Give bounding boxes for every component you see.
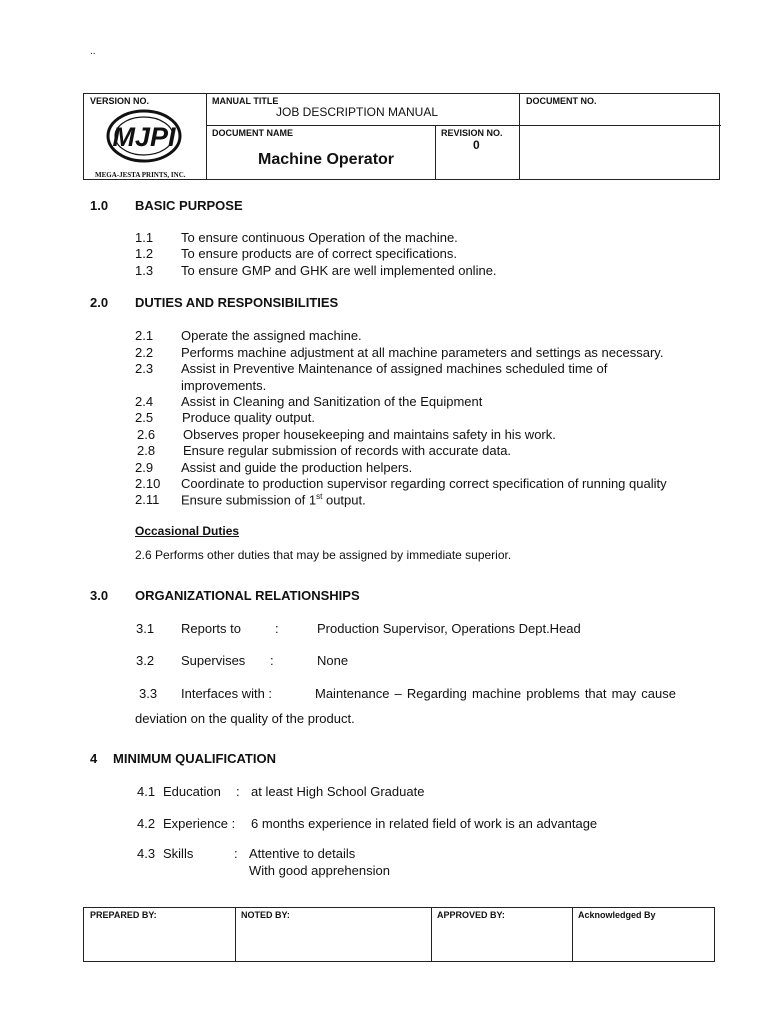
item-number: 1.2 bbox=[135, 246, 154, 261]
colon: : bbox=[236, 784, 240, 799]
section-1-title: BASIC PURPOSE bbox=[135, 198, 243, 213]
item-text: Operate the assigned machine. bbox=[181, 328, 362, 343]
item-text: To ensure products are of correct specifications. bbox=[181, 246, 458, 261]
qualification-value-continued: With good apprehension bbox=[249, 863, 390, 878]
item-number: 3.2 bbox=[136, 653, 155, 668]
relationship-label: Interfaces with : bbox=[181, 686, 273, 701]
item-number: 4.2 bbox=[137, 816, 156, 831]
header-divider bbox=[435, 125, 436, 179]
acknowledged-by-label: Acknowledged By bbox=[578, 910, 656, 920]
item-number: 1.1 bbox=[135, 230, 154, 245]
qualification-value: Attentive to details bbox=[249, 846, 356, 861]
item-text: Ensure regular submission of records with accurate data. bbox=[183, 443, 512, 458]
header-divider bbox=[206, 94, 207, 179]
company-logo bbox=[103, 108, 185, 170]
item-number: 4.1 bbox=[137, 784, 156, 799]
item-number: 2.1 bbox=[135, 328, 154, 343]
noted-by-label: NOTED BY: bbox=[241, 910, 290, 920]
document-name: Machine Operator bbox=[258, 151, 395, 168]
manual-title-label: MANUAL TITLE bbox=[212, 96, 279, 106]
qualification-label: Skills bbox=[163, 846, 194, 861]
signature-divider bbox=[431, 908, 432, 961]
qualification-value: 6 months experience in related field of work is an advantage bbox=[251, 816, 598, 831]
header-divider bbox=[206, 125, 721, 126]
section-4-title: MINIMUM QUALIFICATION bbox=[113, 751, 276, 766]
item-number: 2.6 bbox=[137, 427, 156, 442]
item-number: 2.11 bbox=[135, 492, 160, 507]
relationship-value: Production Supervisor, Operations Dept.Head bbox=[317, 621, 581, 636]
relationship-value: None bbox=[317, 653, 349, 668]
prepared-by-label: PREPARED BY: bbox=[90, 910, 157, 920]
occasional-duties-text: 2.6 Performs other duties that may be assigned by immediate superior. bbox=[135, 548, 512, 562]
item-text: Produce quality output. bbox=[182, 410, 315, 425]
item-text: Ensure submission of 1st output. bbox=[181, 492, 366, 508]
section-2-title: DUTIES AND RESPONSIBILITIES bbox=[135, 295, 339, 310]
item-text: To ensure GMP and GHK are well implemented online. bbox=[181, 263, 497, 278]
item-text: To ensure continuous Operation of the machine. bbox=[181, 230, 458, 245]
manual-title: JOB DESCRIPTION MANUAL bbox=[276, 105, 439, 119]
colon: : bbox=[234, 846, 238, 861]
logo-letters: MJPI bbox=[112, 122, 176, 152]
top-mark: .. bbox=[90, 46, 96, 57]
section-3-number: 3.0 bbox=[90, 588, 109, 603]
item-number: 3.3 bbox=[139, 686, 158, 701]
section-4-number: 4 bbox=[90, 751, 98, 766]
item-number: 2.10 bbox=[135, 476, 161, 491]
item-number: 2.2 bbox=[135, 345, 154, 360]
item-number: 2.8 bbox=[137, 443, 156, 458]
item-text: Observes proper housekeeping and maintains safety in his work. bbox=[183, 427, 556, 442]
item-number: 2.5 bbox=[135, 410, 154, 425]
item-number: 2.9 bbox=[135, 460, 154, 475]
item-number: 2.3 bbox=[135, 361, 154, 376]
relationship-value: Maintenance – Regarding machine problems that may cause bbox=[315, 686, 676, 701]
item-text: Assist in Preventive Maintenance of assigned machines scheduled time of bbox=[181, 361, 608, 376]
item-number: 3.1 bbox=[136, 621, 155, 636]
relationship-label: Supervises bbox=[181, 653, 246, 668]
signature-divider bbox=[235, 908, 236, 961]
qualification-label: Experience : bbox=[163, 816, 236, 831]
item-text: Assist and guide the production helpers. bbox=[181, 460, 413, 475]
item-text-continued: improvements. bbox=[181, 378, 267, 393]
version-label: VERSION NO. bbox=[90, 96, 150, 106]
section-2-number: 2.0 bbox=[90, 295, 109, 310]
item-text: Performs machine adjustment at all machine parameters and settings as necessary. bbox=[181, 345, 664, 360]
relationship-value-continued: deviation on the quality of the product. bbox=[135, 711, 355, 726]
item-text: Coordinate to production supervisor regarding correct specification of running quality bbox=[181, 476, 667, 491]
colon: : bbox=[275, 621, 279, 636]
colon: : bbox=[270, 653, 274, 668]
revision-label: REVISION NO. bbox=[441, 128, 503, 138]
revision-value: 0 bbox=[473, 138, 480, 152]
qualification-label: Education bbox=[163, 784, 221, 799]
document-no-label: DOCUMENT NO. bbox=[526, 96, 597, 106]
item-text: Assist in Cleaning and Sanitization of the Equipment bbox=[181, 394, 483, 409]
item-number: 2.4 bbox=[135, 394, 154, 409]
company-name: MEGA-JESTA PRINTS, INC. bbox=[95, 171, 186, 179]
occasional-duties-title: Occasional Duties bbox=[135, 524, 240, 538]
approved-by-label: APPROVED BY: bbox=[437, 910, 505, 920]
signature-divider bbox=[572, 908, 573, 961]
section-1-number: 1.0 bbox=[90, 198, 109, 213]
qualification-value: at least High School Graduate bbox=[251, 784, 425, 799]
header-divider bbox=[519, 94, 520, 179]
document-name-label: DOCUMENT NAME bbox=[212, 128, 293, 138]
item-number: 4.3 bbox=[137, 846, 156, 861]
relationship-label: Reports to bbox=[181, 621, 241, 636]
section-3-title: ORGANIZATIONAL RELATIONSHIPS bbox=[135, 588, 360, 603]
item-number: 1.3 bbox=[135, 263, 154, 278]
